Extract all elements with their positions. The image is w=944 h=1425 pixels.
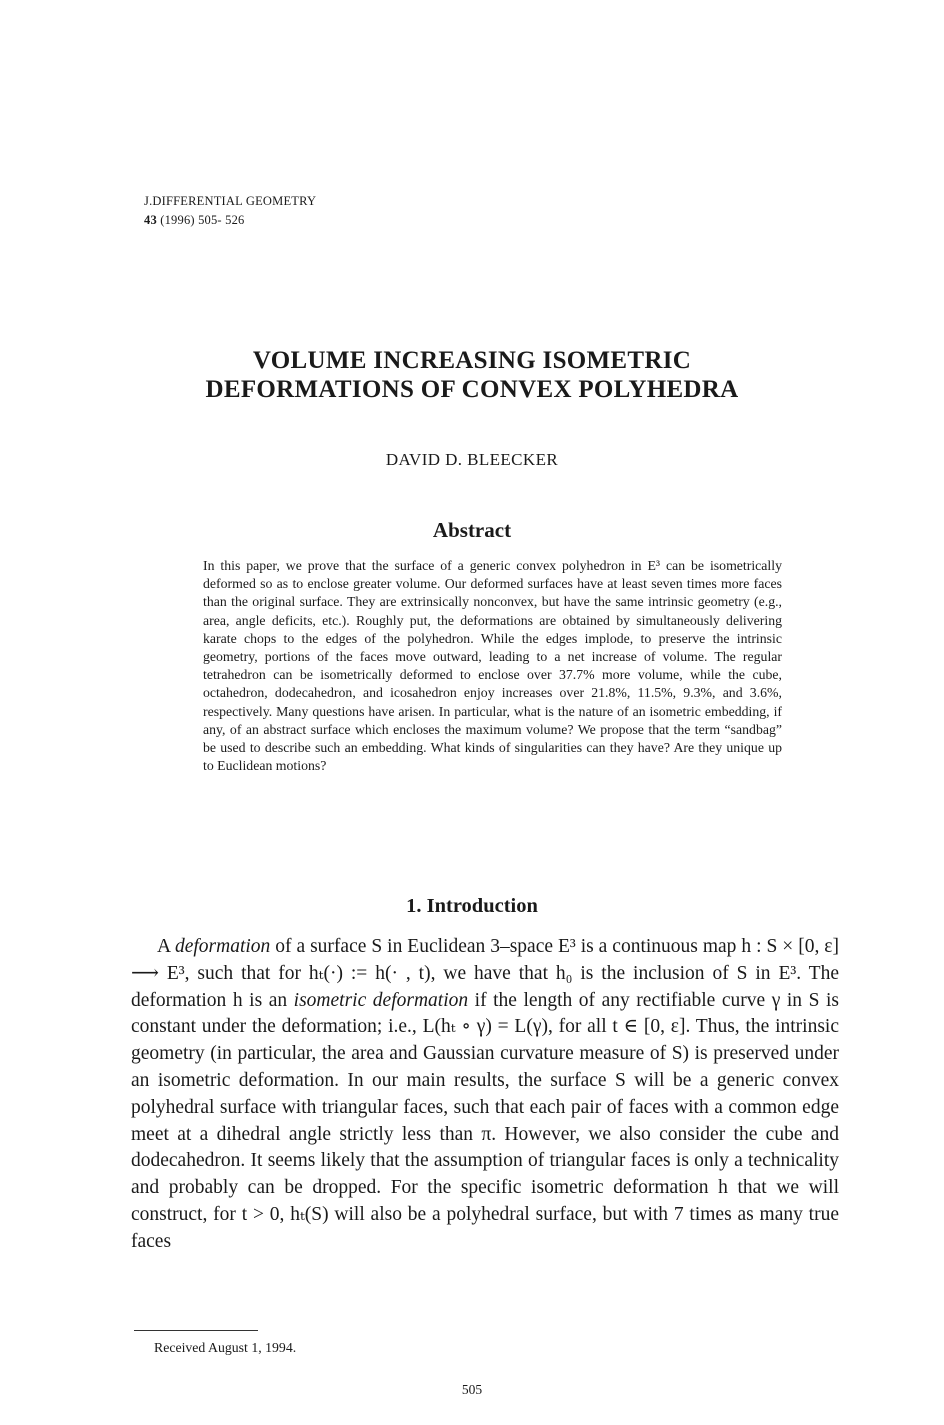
intro-text-2: of a surface S in Euclidean 3–space E³ is a continuous map h : S × [0, ε] ⟶ E³, such that for hₜ(·) := h(· , t), we have that h₀ is the inclusion of S in E³. The deformation h is an xyxy=(131,936,839,1011)
paper-title xyxy=(0,346,944,404)
intro-text-3: if the length of any rectifiable curve γ in S is constant under the deformation; i.e., L(hₜ ∘ γ) = L(γ), for all t ∈ [0, ε]. Thus, the intrinsic geometry (in particular, the area and Gaussian curvature measure of S) is preserved under an isometric deformation. In our main results, the surface S will be a generic convex polyhedral surface with triangular faces, such that each pair of faces with a common edge meet at a dihedral angle strictly less than π. However, we also consider the cube and dodecahedron. It seems likely that the assumption of triangular faces is only a technicality and probably can be dropped. For the specific isometric deformation h that we will construct, for t > 0, hₜ(S) will also be a polyhedral surface, but with 7 times as many true faces xyxy=(131,989,840,1252)
introduction-paragraph xyxy=(131,934,839,1256)
intro-text-1: A xyxy=(157,936,175,957)
author: DAVID D. BLEECKER xyxy=(385,450,559,469)
section-heading: 1. Introduction xyxy=(406,895,538,917)
page-number: 505 xyxy=(461,1382,483,1397)
journal-volume-line xyxy=(144,211,316,230)
footnote: Received August 1, 1994. xyxy=(154,1340,297,1355)
title-line-2: DEFORMATIONS OF CONVEX POLYHEDRA xyxy=(205,376,739,403)
title-line-1: VOLUME INCREASING ISOMETRIC xyxy=(252,347,692,374)
intro-em-isometric-deformation: isometric deformation xyxy=(293,989,469,1011)
journal-volume: 43 xyxy=(144,213,157,227)
abstract-heading: Abstract xyxy=(432,518,512,542)
abstract-text: In this paper, we prove that the surface of a generic convex polyhedron in E³ can be isometrically deformed so as to enclose greater volume. Our deformed surfaces have at least seven times more faces than the original surface. They are extrinsically nonconvex, but have the same intrinsic geometry (e.g., area, angle deficits, etc.). Roughly put, the deformations are obtained by simultaneously delivering karate chops to the edges of the polyhedron. While the edges implode, to preserve the intrinsic geometry, portions of the faces move outward, leading to a net increase of volume. The regular tetrahedron can be isometrically deformed to enclose over 37.7% more volume, while the cube, octahedron, dodecahedron, and icosahedron enjoy increases over 21.8%, 11.5%, 9.3%, and 3.6%, respectively. Many questions have arisen. In particular, what is the nature of an isometric embedding, if any, of an abstract surface which encloses the maximum volume? We propose that the term “sandbag” be used to describe such an embedding. What kinds of singularities can they have? Are they unique up to Euclidean motions? xyxy=(203,558,782,774)
intro-em-deformation: deformation xyxy=(174,936,271,957)
journal-year-pages: (1996) 505- 526 xyxy=(156,213,245,227)
journal-name: J.DIFFERENTIAL GEOMETRY xyxy=(144,194,317,208)
footnote-divider xyxy=(134,1330,258,1331)
journal-header xyxy=(144,192,316,230)
